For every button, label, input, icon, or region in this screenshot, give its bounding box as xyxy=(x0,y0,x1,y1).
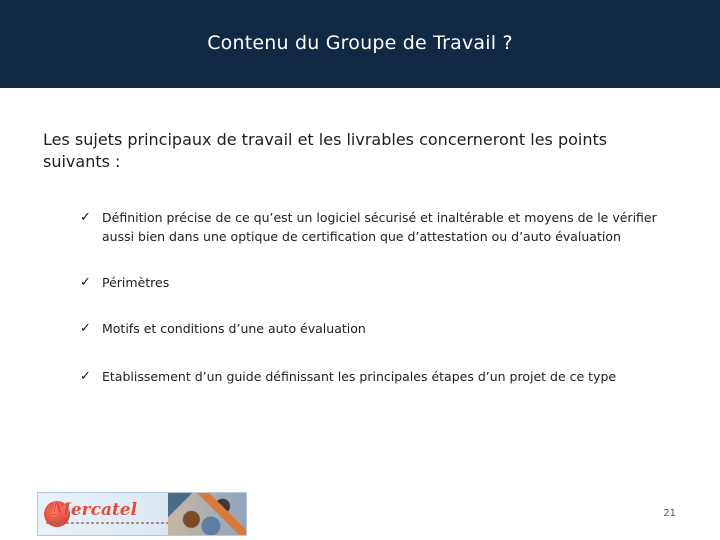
slide-header xyxy=(0,0,720,88)
bullet-item xyxy=(80,208,680,246)
bullet-item xyxy=(80,273,680,292)
bullet-item xyxy=(80,319,680,338)
bullet-list xyxy=(80,208,680,386)
checkmark-icon: ✓ xyxy=(80,369,91,384)
logo-tagline xyxy=(46,522,171,524)
logo-photo-collage xyxy=(168,493,246,536)
checkmark-icon: ✓ xyxy=(80,210,91,225)
page-number: 21 xyxy=(663,508,676,519)
bullet-text: Définition précise de ce qu’est un logiciel sécurisé et inaltérable et moyens de le vérifier aussi bien dans une optique de certification que d’attestation ou d’auto évaluation xyxy=(102,210,657,244)
mercatel-logo xyxy=(37,492,247,536)
slide-title: Contenu du Groupe de Travail ? xyxy=(207,32,513,54)
checkmark-icon: ✓ xyxy=(80,321,91,336)
bullet-text: Motifs et conditions d’une auto évaluation xyxy=(102,321,366,336)
intro-text: Les sujets principaux de travail et les livrables concerneront les points suivants : xyxy=(43,130,608,171)
bullet-text: Périmètres xyxy=(102,275,170,290)
logo-brand: Mercatel xyxy=(52,500,138,520)
bullet-text: Etablissement d’un guide définissant les principales étapes d’un projet de ce type xyxy=(102,369,617,384)
checkmark-icon: ✓ xyxy=(80,275,91,290)
bullet-item xyxy=(80,367,680,386)
